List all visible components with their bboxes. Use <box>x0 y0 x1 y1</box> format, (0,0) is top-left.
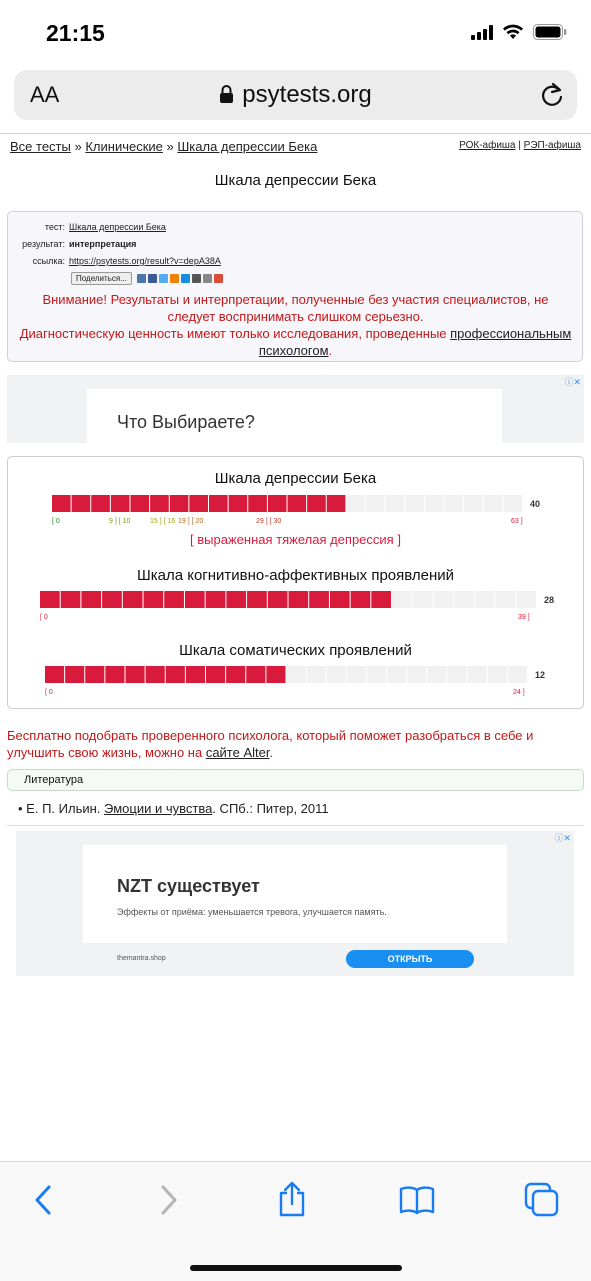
bar-segment <box>65 666 84 683</box>
back-arrow-icon[interactable] <box>32 1184 56 1216</box>
address-bar[interactable] <box>14 70 577 120</box>
bar-segment <box>247 591 267 608</box>
divider <box>7 825 584 826</box>
bar-segment <box>307 495 326 512</box>
text-size-button[interactable]: AA <box>30 82 60 107</box>
bar-segment <box>146 666 165 683</box>
bar-segment <box>475 591 495 608</box>
breadcrumb-clinical[interactable]: Клинические <box>85 139 163 154</box>
share-bar <box>71 272 223 285</box>
breadcrumb-all-tests[interactable]: Все тесты <box>10 139 71 154</box>
bar-segment <box>351 591 371 608</box>
score-value: 12 <box>535 670 546 680</box>
bar-segment <box>392 591 412 608</box>
status-bar <box>0 0 591 68</box>
lit-author: Е. П. Ильин. <box>26 801 105 816</box>
bar-segment <box>427 666 446 683</box>
warning-text <box>18 291 573 359</box>
bar-segment <box>229 495 248 512</box>
twitter-share-icon[interactable] <box>159 274 168 283</box>
bar-segment <box>413 591 433 608</box>
result-value: интерпретация <box>69 239 137 249</box>
rok-afisha-link[interactable]: РОК-афиша <box>459 140 516 151</box>
vk-share-icon[interactable] <box>137 274 146 283</box>
bar-segment <box>81 591 101 608</box>
bar-segment <box>346 495 365 512</box>
scale-tick-label: [ 0 <box>52 518 60 525</box>
bar-segment <box>268 495 287 512</box>
scale-tick-label: 39 ] <box>518 614 530 621</box>
bar-segment <box>387 666 406 683</box>
bar-segment <box>496 591 516 608</box>
test-link[interactable]: Шкала депрессии Бека <box>69 222 166 232</box>
link-key: ссылка: <box>32 256 65 266</box>
scale-tick-label: 63 ] <box>511 518 523 525</box>
bar-segment <box>91 495 110 512</box>
bar-segment <box>484 495 503 512</box>
ad-headline: Что Выбираете? <box>117 412 255 432</box>
result-url-link[interactable]: https://psytests.org/result?v=depA38A <box>69 256 221 266</box>
battery-icon <box>533 24 567 40</box>
lock-icon <box>219 84 234 104</box>
ad-card[interactable] <box>83 845 507 976</box>
bar-segment <box>170 495 189 512</box>
bar-segment <box>266 666 285 683</box>
bar-segment <box>189 495 208 512</box>
scale-tick-label: 15 ] [ 16 <box>150 518 176 525</box>
page-top-divider <box>0 133 591 134</box>
ad-banner-bottom[interactable] <box>16 831 574 976</box>
bar-segment <box>288 495 307 512</box>
bar-segment <box>488 666 507 683</box>
ad-description: Эффекты от приёма: уменьшается тревога, улучшается память. <box>117 907 387 917</box>
bookmark-share-icon[interactable] <box>203 274 212 283</box>
bar-segment <box>307 666 326 683</box>
ad-footer <box>83 943 507 976</box>
bar-segment <box>508 666 527 683</box>
bar-segment <box>246 666 265 683</box>
bar-segment <box>206 666 225 683</box>
google-plus-share-icon[interactable] <box>214 274 223 283</box>
bar-segment <box>85 666 104 683</box>
scale-tick-label: 19 ] [ 20 <box>178 518 204 525</box>
breadcrumb-separator: » <box>166 139 174 154</box>
results-panel <box>7 456 584 709</box>
ad-title: NZT существует <box>117 876 260 896</box>
bar-segment <box>144 591 164 608</box>
bar-segment <box>72 495 91 512</box>
share-button[interactable]: Поделиться... <box>71 272 132 285</box>
bar-segment <box>367 666 386 683</box>
bar-segment <box>268 591 288 608</box>
bar-segment <box>226 666 245 683</box>
reload-icon[interactable] <box>539 81 565 109</box>
share-icon[interactable] <box>276 1180 308 1218</box>
ad-choices-icon[interactable]: ⓘ✕ <box>564 377 581 387</box>
scale-title-cognitive: Шкала когнитивно-аффективных проявлений <box>136 567 455 584</box>
bar-segment <box>464 495 483 512</box>
scale-title-somatic: Шкала соматических проявлений <box>179 642 412 659</box>
bar-segment <box>433 591 453 608</box>
home-indicator <box>190 1265 402 1271</box>
top-links <box>459 140 581 151</box>
forward-arrow-icon[interactable] <box>156 1184 180 1216</box>
scale-tick-label: 29 ] [ 30 <box>256 518 282 525</box>
bar-segment <box>371 591 391 608</box>
bar-segment <box>45 666 64 683</box>
email-share-icon[interactable] <box>192 274 201 283</box>
bar-segment <box>366 495 385 512</box>
test-key: тест: <box>44 222 65 232</box>
ad-banner-top[interactable] <box>7 375 584 443</box>
breadcrumb-separator: » <box>74 139 82 154</box>
bar-segment <box>516 591 536 608</box>
bar-segment <box>327 495 346 512</box>
scale-tick-label: [ 0 <box>45 689 53 696</box>
breadcrumb <box>10 139 317 154</box>
mailru-share-icon[interactable] <box>181 274 190 283</box>
bar-segment <box>111 495 130 512</box>
bar-segment <box>448 666 467 683</box>
bar-segment <box>166 666 185 683</box>
warning-line-2-end: . <box>328 343 333 358</box>
bar-segment <box>150 495 169 512</box>
score-value: 28 <box>544 595 555 605</box>
promo-text: Бесплатно подобрать проверенного психолога, который поможет разобраться в себе и улучшить свою жизнь, можно на <box>7 728 534 760</box>
bar-segment <box>40 591 60 608</box>
bar-segment <box>206 591 226 608</box>
bar-segment <box>185 591 205 608</box>
bar-segment <box>407 666 426 683</box>
bar-segment <box>405 495 424 512</box>
bar-segment <box>386 495 405 512</box>
scale-tick-label: 9 ] [ 10 <box>109 518 131 525</box>
tabs-icon[interactable] <box>524 1182 560 1218</box>
literature-heading: Литература <box>7 769 584 791</box>
diagnosis-text: [ выраженная тяжелая депрессия ] <box>190 532 401 547</box>
ad-card[interactable] <box>87 389 502 443</box>
bar-segment <box>209 495 228 512</box>
bar-segment <box>102 591 122 608</box>
rep-afisha-link[interactable]: РЭП-афиша <box>523 140 581 151</box>
lit-book-link[interactable]: Эмоции и чувства <box>104 801 213 816</box>
wifi-icon <box>502 24 524 40</box>
ad-choices-icon[interactable]: ⓘ✕ <box>554 833 571 843</box>
breadcrumb-beck-scale[interactable]: Шкала депрессии Бека <box>177 139 318 154</box>
scale-tick-label: 24 ] <box>513 689 525 696</box>
ad-open-button[interactable]: ОТКРЫТЬ <box>346 950 474 968</box>
scale-title-beck: Шкала депрессии Бека <box>214 470 377 487</box>
bar-segment <box>226 591 246 608</box>
bar-segment <box>503 495 522 512</box>
bar-segment <box>309 591 329 608</box>
score-value: 40 <box>530 499 541 509</box>
promo-end: . <box>269 745 274 760</box>
status-time: 21:15 <box>46 20 105 46</box>
bar-segment <box>327 666 346 683</box>
top-links-separator: | <box>518 140 521 151</box>
domain-text: psytests.org <box>242 81 372 108</box>
warning-line-2-text: Диагностическую ценность имеют только исследования, проведенные <box>19 326 451 341</box>
bar-segment <box>126 666 145 683</box>
bar-segment <box>248 495 267 512</box>
psychologist-promo <box>7 727 567 761</box>
bar-segment <box>105 666 124 683</box>
bar-segment <box>131 495 150 512</box>
result-info-box <box>7 211 583 362</box>
bar-segment <box>61 591 81 608</box>
warning-line-2 <box>18 325 573 359</box>
odnoklassniki-share-icon[interactable] <box>170 274 179 283</box>
bar-segment <box>287 666 306 683</box>
page-title: Шкала депрессии Бека <box>214 172 377 189</box>
literature-list: • Е. П. Ильин. Эмоции и чувства. СПб.: Питер, 2011 <box>18 801 329 816</box>
bar-segment <box>52 495 71 512</box>
scale-tick-label: [ 0 <box>40 614 48 621</box>
address-domain[interactable] <box>14 81 577 109</box>
psychologist-link[interactable]: профессиональным психологом <box>258 326 572 358</box>
bar-segment <box>186 666 205 683</box>
browser-toolbar <box>0 1161 591 1281</box>
warning-line-1: Внимание! Результаты и интерпретации, полученные без участия специалистов, не следует воспринимать слишком серьезно. <box>42 292 549 324</box>
bar-segment <box>123 591 143 608</box>
bar-segment <box>425 495 444 512</box>
cellular-signal-icon <box>471 25 493 40</box>
status-icons <box>471 24 567 40</box>
facebook-share-icon[interactable] <box>148 274 157 283</box>
result-key: результат: <box>22 239 65 249</box>
lit-publisher: . СПб.: Питер, 2011 <box>212 801 329 816</box>
bar-segment <box>347 666 366 683</box>
bookmarks-icon[interactable] <box>399 1184 435 1216</box>
bar-segment <box>289 591 309 608</box>
alter-site-link[interactable]: сайте Alter <box>205 745 270 760</box>
bar-segment <box>454 591 474 608</box>
bar-segment <box>468 666 487 683</box>
bar-segment <box>445 495 464 512</box>
bar-segment <box>330 591 350 608</box>
bar-segment <box>164 591 184 608</box>
ad-site: themantra.shop <box>117 955 166 962</box>
